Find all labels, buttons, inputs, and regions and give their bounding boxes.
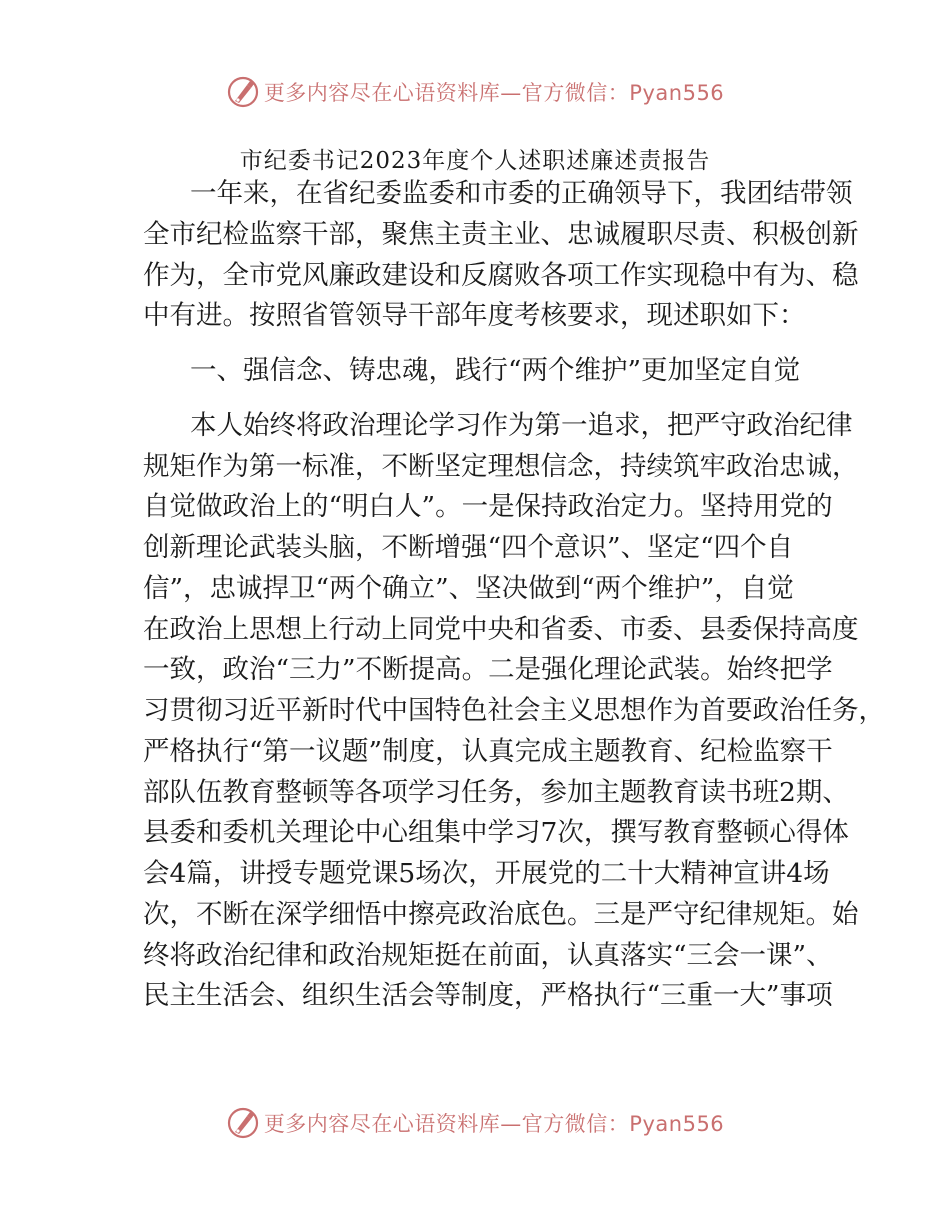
paragraph-line: 中有进。按照省管领导干部年度考核要求，现述职如下： — [143, 300, 806, 332]
header-watermark — [0, 72, 950, 112]
pen-nib-logo-icon — [226, 75, 260, 109]
paragraph-line: 严格执行“第一议题”制度，认真完成主题教育、纪检监察干 — [143, 735, 833, 767]
paragraph-line: 全市纪检监察干部，聚焦主责主业、忠诚履职尽责、积极创新 — [143, 218, 859, 250]
paragraph-line: 习贯彻习近平新时代中国特色社会主义思想作为首要政治任务， — [143, 695, 885, 726]
footer-watermark — [0, 1103, 950, 1143]
section-heading: 一、强信念、铸忠魂，践行“两个维护”更加坚定自觉 — [190, 355, 801, 386]
paragraph-line: 县委和委机关理论中心组集中学习7次，撰写教育整顿心得体 — [143, 817, 849, 849]
paragraph-line: 本人始终将政治理论学习作为第一追求，把严守政治纪律 — [190, 409, 853, 441]
paragraph-line: 一致，政治“三力”不断提高。二是强化理论武装。始终把学 — [143, 654, 833, 686]
paragraph-line: 次，不断在深学细悟中擦亮政治底色。三是严守纪律规矩。始 — [143, 898, 859, 930]
paragraph-line: 部队伍教育整顿等各项学习任务，参加主题教育读书班2期、 — [143, 776, 849, 808]
document-title: 市纪委书记2023年度个人述职述廉述责报告 — [239, 148, 711, 174]
paragraph-line: 创新理论武装头脑，不断增强“四个意识”、坚定“四个自 — [143, 532, 794, 563]
paragraph-line: 在政治上思想上行动上同党中央和省委、市委、县委保持高度 — [143, 613, 859, 645]
paragraph-line: 自觉做政治上的“明白人”。一是保持政治定力。坚持用党的 — [143, 491, 833, 523]
paragraph-line: 作为，全市党风廉政建设和反腐败各项工作实现稳中有为、稳 — [143, 259, 859, 291]
document-body — [143, 174, 885, 1017]
pen-nib-logo-icon — [226, 1106, 260, 1140]
watermark-text: 更多内容尽在心语资料库—官方微信：Pyan556 — [263, 1112, 725, 1136]
paragraph-line: 规矩作为第一标准，不断坚定理想信念，持续筑牢政治忠诚， — [143, 450, 859, 482]
paragraph-line: 民主生活会、组织生活会等制度，严格执行“三重一大”事项 — [143, 980, 833, 1012]
paragraph-line: 一年来，在省纪委监委和市委的正确领导下，我团结带领 — [190, 178, 853, 209]
paragraph-line: 会4篇，讲授专题党课5场次，开展党的二十大精神宣讲4场 — [143, 858, 830, 889]
paragraph-line: 终将政治纪律和政治规矩挺在前面，认真落实“三会一课”、 — [143, 939, 833, 971]
paragraph-line: 信”，忠诚捍卫“两个确立”、坚决做到“两个维护”，自觉 — [143, 572, 794, 604]
watermark-text: 更多内容尽在心语资料库—官方微信：Pyan556 — [263, 81, 725, 105]
